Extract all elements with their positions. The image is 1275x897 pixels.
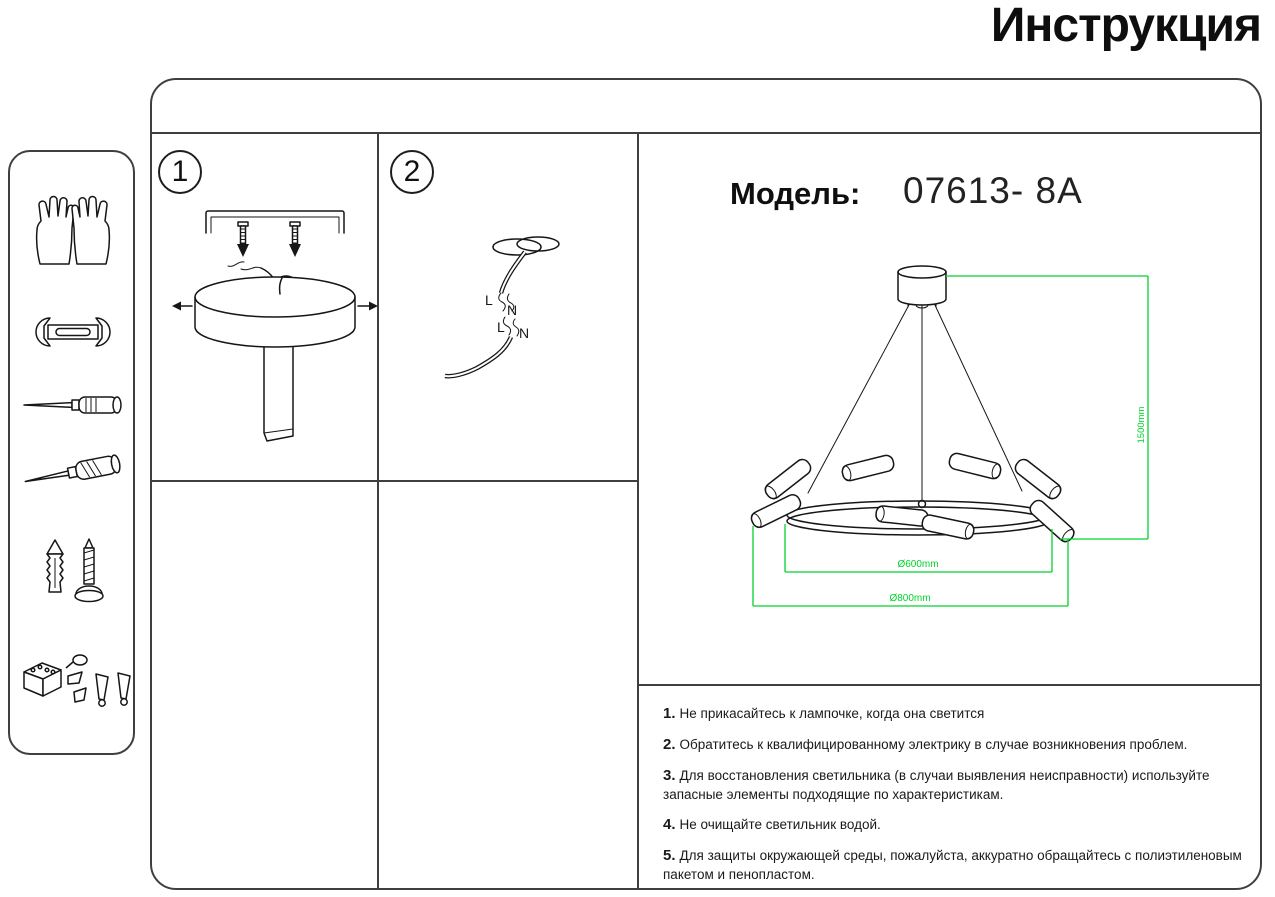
- step-1-diagram: [168, 196, 383, 456]
- ceiling-canopy: [195, 277, 355, 347]
- divider-horizontal-left: [151, 480, 637, 482]
- screw-icon: [289, 222, 301, 257]
- spot-lamp: [841, 454, 895, 482]
- model-value: 07613- 8A: [903, 170, 1083, 211]
- instruction-number: 4.: [663, 815, 676, 833]
- screwdriver-icon: [22, 389, 126, 421]
- instruction-number: 3.: [663, 766, 676, 784]
- arrow-left-icon: [172, 302, 192, 311]
- wire-label-l1: L: [485, 292, 493, 308]
- instruction-text: Не очищайте светильник водой.: [679, 816, 881, 832]
- dimension-ring-diameter-label: Ø600mm: [897, 559, 939, 570]
- divider-vertical-2: [637, 134, 639, 889]
- instruction-text: Не прикасайтесь к лампочке, когда она светится: [679, 706, 985, 721]
- gloves-icon: [26, 188, 120, 270]
- anchor-and-screw-icon: [38, 536, 110, 616]
- instruction-item: [663, 704, 1259, 724]
- instruction-item: [663, 766, 1259, 804]
- wire-label-n2: N: [519, 325, 530, 341]
- wire-label-l2: L: [497, 319, 505, 335]
- wire-label-n1: N: [507, 302, 518, 318]
- step-2-diagram: [435, 205, 625, 405]
- ceiling-loop: [493, 237, 559, 255]
- dimension-lines: [753, 276, 1148, 606]
- spot-lamp: [1013, 457, 1064, 502]
- divider-top-band: [151, 132, 1261, 134]
- arrow-right-icon: [358, 302, 378, 311]
- screw-icon: [237, 222, 249, 257]
- spot-lamp: [948, 452, 1002, 480]
- step-2-badge: [390, 150, 434, 194]
- instruction-item: [663, 815, 1259, 835]
- screwdriver-2-icon: [22, 444, 126, 496]
- chandelier-diagram: [650, 255, 1260, 645]
- instruction-number: 1.: [663, 705, 676, 722]
- instruction-text: Обратитесь к квалифицированному электрику в случае возникновения проблем.: [679, 736, 1188, 752]
- model-label: Модель:: [730, 176, 861, 211]
- step-1-badge: [158, 150, 202, 194]
- step-1-number: 1: [171, 155, 189, 188]
- dimension-height-label: 1500mm: [1136, 406, 1147, 444]
- divider-horizontal-right: [639, 684, 1261, 686]
- instruction-number: 5.: [663, 846, 676, 864]
- instruction-text: Для защиты окружающей среды, пожалуйста, аккуратно обращайтесь с полиэтиленовым пакетом и пенопластом.: [663, 847, 1242, 882]
- instruction-number: 2.: [663, 735, 676, 753]
- tools-sidebar: [8, 150, 135, 755]
- instruction-item: [663, 735, 1259, 755]
- page-title: Инструкция: [990, 0, 1261, 52]
- connectors-and-fasteners-icon: [18, 650, 133, 712]
- wrench-icon: [24, 310, 122, 350]
- spot-lamp: [763, 457, 814, 502]
- spot-lamp: [921, 514, 975, 540]
- dimension-overall-diameter-label: Ø800mm: [889, 593, 931, 604]
- wire-lower: [445, 317, 519, 376]
- ceiling-mount: [898, 266, 946, 308]
- step-2-number: 2: [403, 155, 421, 188]
- instruction-text: Для восстановления светильника (в случаи выявления неисправности) используйте запасные элементы подходящие по характеристикам.: [663, 767, 1210, 802]
- instruction-item: [663, 846, 1259, 884]
- instructions-list: [663, 704, 1259, 895]
- spot-lamp: [875, 505, 928, 526]
